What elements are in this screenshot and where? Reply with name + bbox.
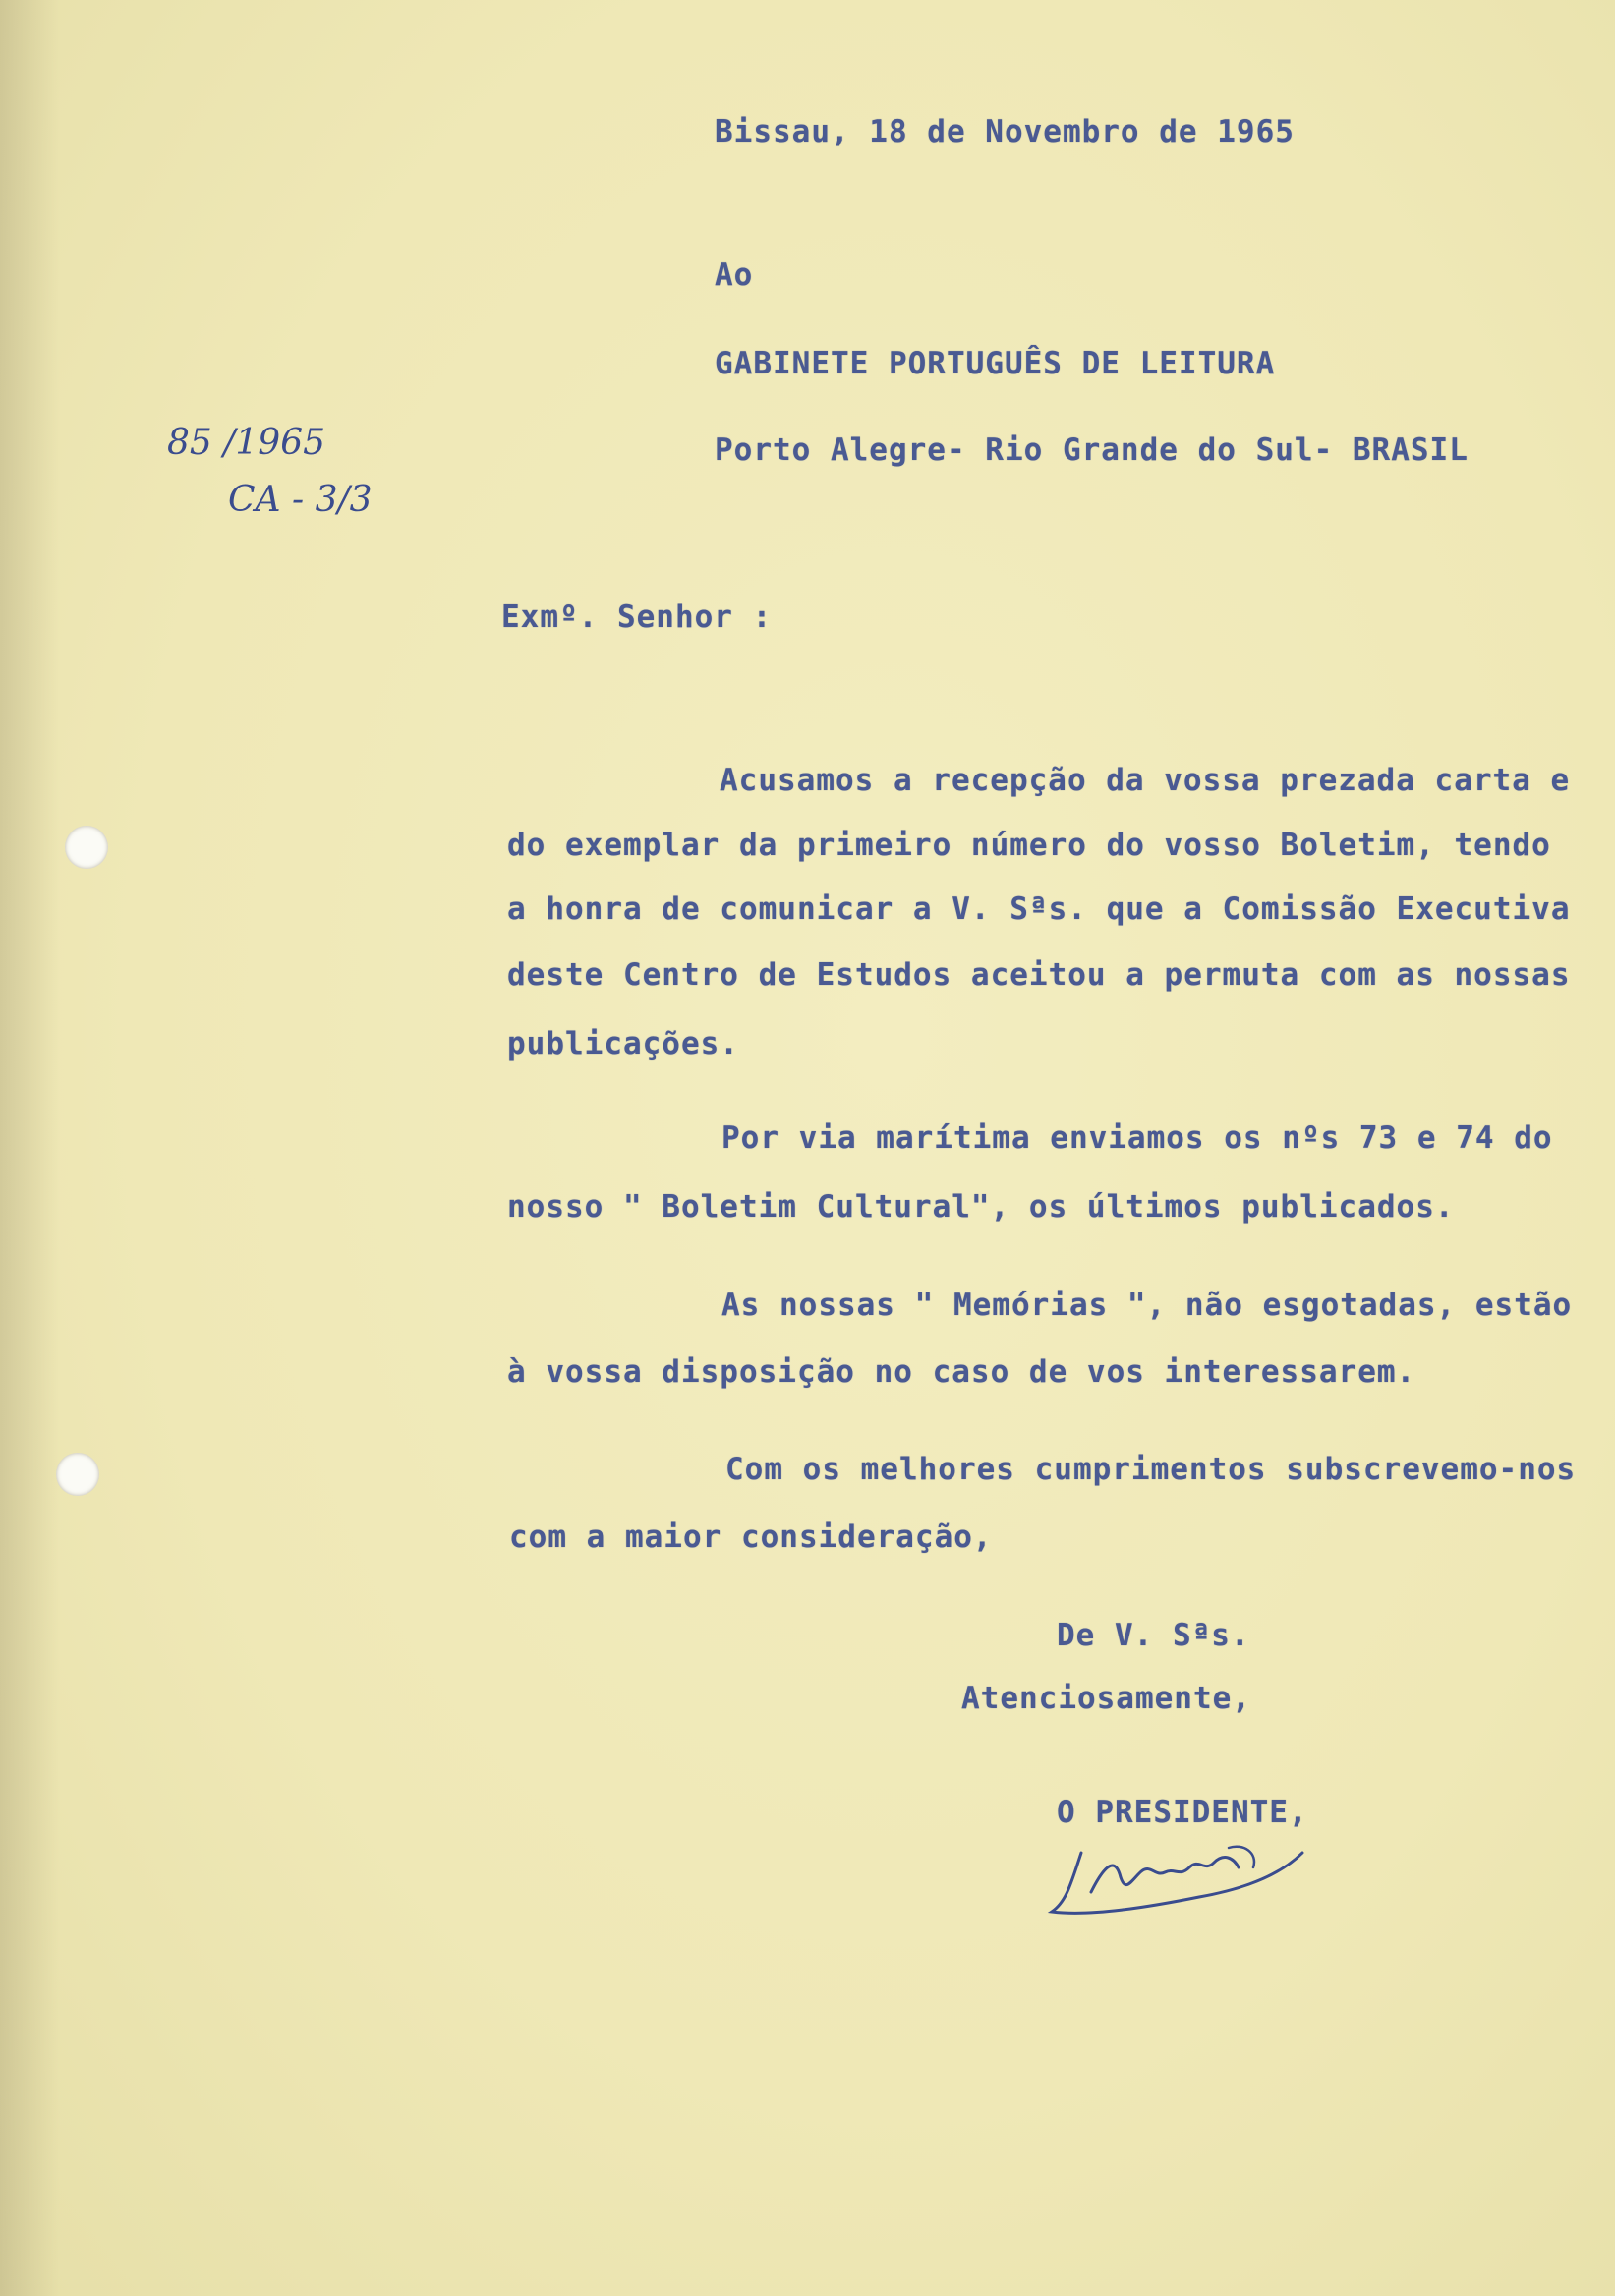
- body-line: Com os melhores cumprimentos subscrevemo-nos: [725, 1452, 1577, 1487]
- body-line: com a maior consideração,: [509, 1520, 993, 1555]
- closing-line: Atenciosamente,: [961, 1681, 1251, 1716]
- recipient-name: GABINETE PORTUGUÊS DE LEITURA: [715, 346, 1276, 381]
- body-line: do exemplar da primeiro número do vosso Boletim, tendo: [507, 828, 1551, 863]
- recipient-place: Porto Alegre- Rio Grande do Sul- BRASIL: [715, 432, 1469, 468]
- body-line: Por via marítima enviamos os nºs 73 e 74 do: [721, 1120, 1553, 1156]
- handwritten-ref-code: CA - 3/3: [228, 480, 373, 520]
- body-line: Acusamos a recepção da vossa prezada carta e: [720, 763, 1571, 798]
- date-line: Bissau, 18 de Novembro de 1965: [715, 114, 1295, 149]
- body-line: à vossa disposição no caso de vos interessarem.: [507, 1354, 1416, 1390]
- body-line: deste Centro de Estudos aceitou a permuta com as nossas: [507, 957, 1571, 993]
- page-edge-shadow: [0, 0, 59, 2296]
- addressee-prefix: Ao: [715, 258, 754, 293]
- salutation: Exmº. Senhor :: [501, 600, 773, 635]
- body-line: nosso " Boletim Cultural", os últimos publicados.: [507, 1189, 1455, 1225]
- punch-hole-top: [65, 826, 108, 869]
- body-line: publicações.: [507, 1026, 739, 1062]
- closing-line: De V. Sªs.: [1057, 1618, 1250, 1653]
- body-line: a honra de comunicar a V. Sªs. que a Comissão Executiva: [507, 891, 1571, 927]
- signatory-title: O PRESIDENTE,: [1057, 1795, 1308, 1830]
- punch-hole-bottom: [56, 1453, 99, 1496]
- signature-image: [1032, 1823, 1327, 1931]
- handwritten-ref-number: 85 /1965: [167, 423, 325, 463]
- body-line: As nossas " Memórias ", não esgotadas, estão: [721, 1288, 1573, 1323]
